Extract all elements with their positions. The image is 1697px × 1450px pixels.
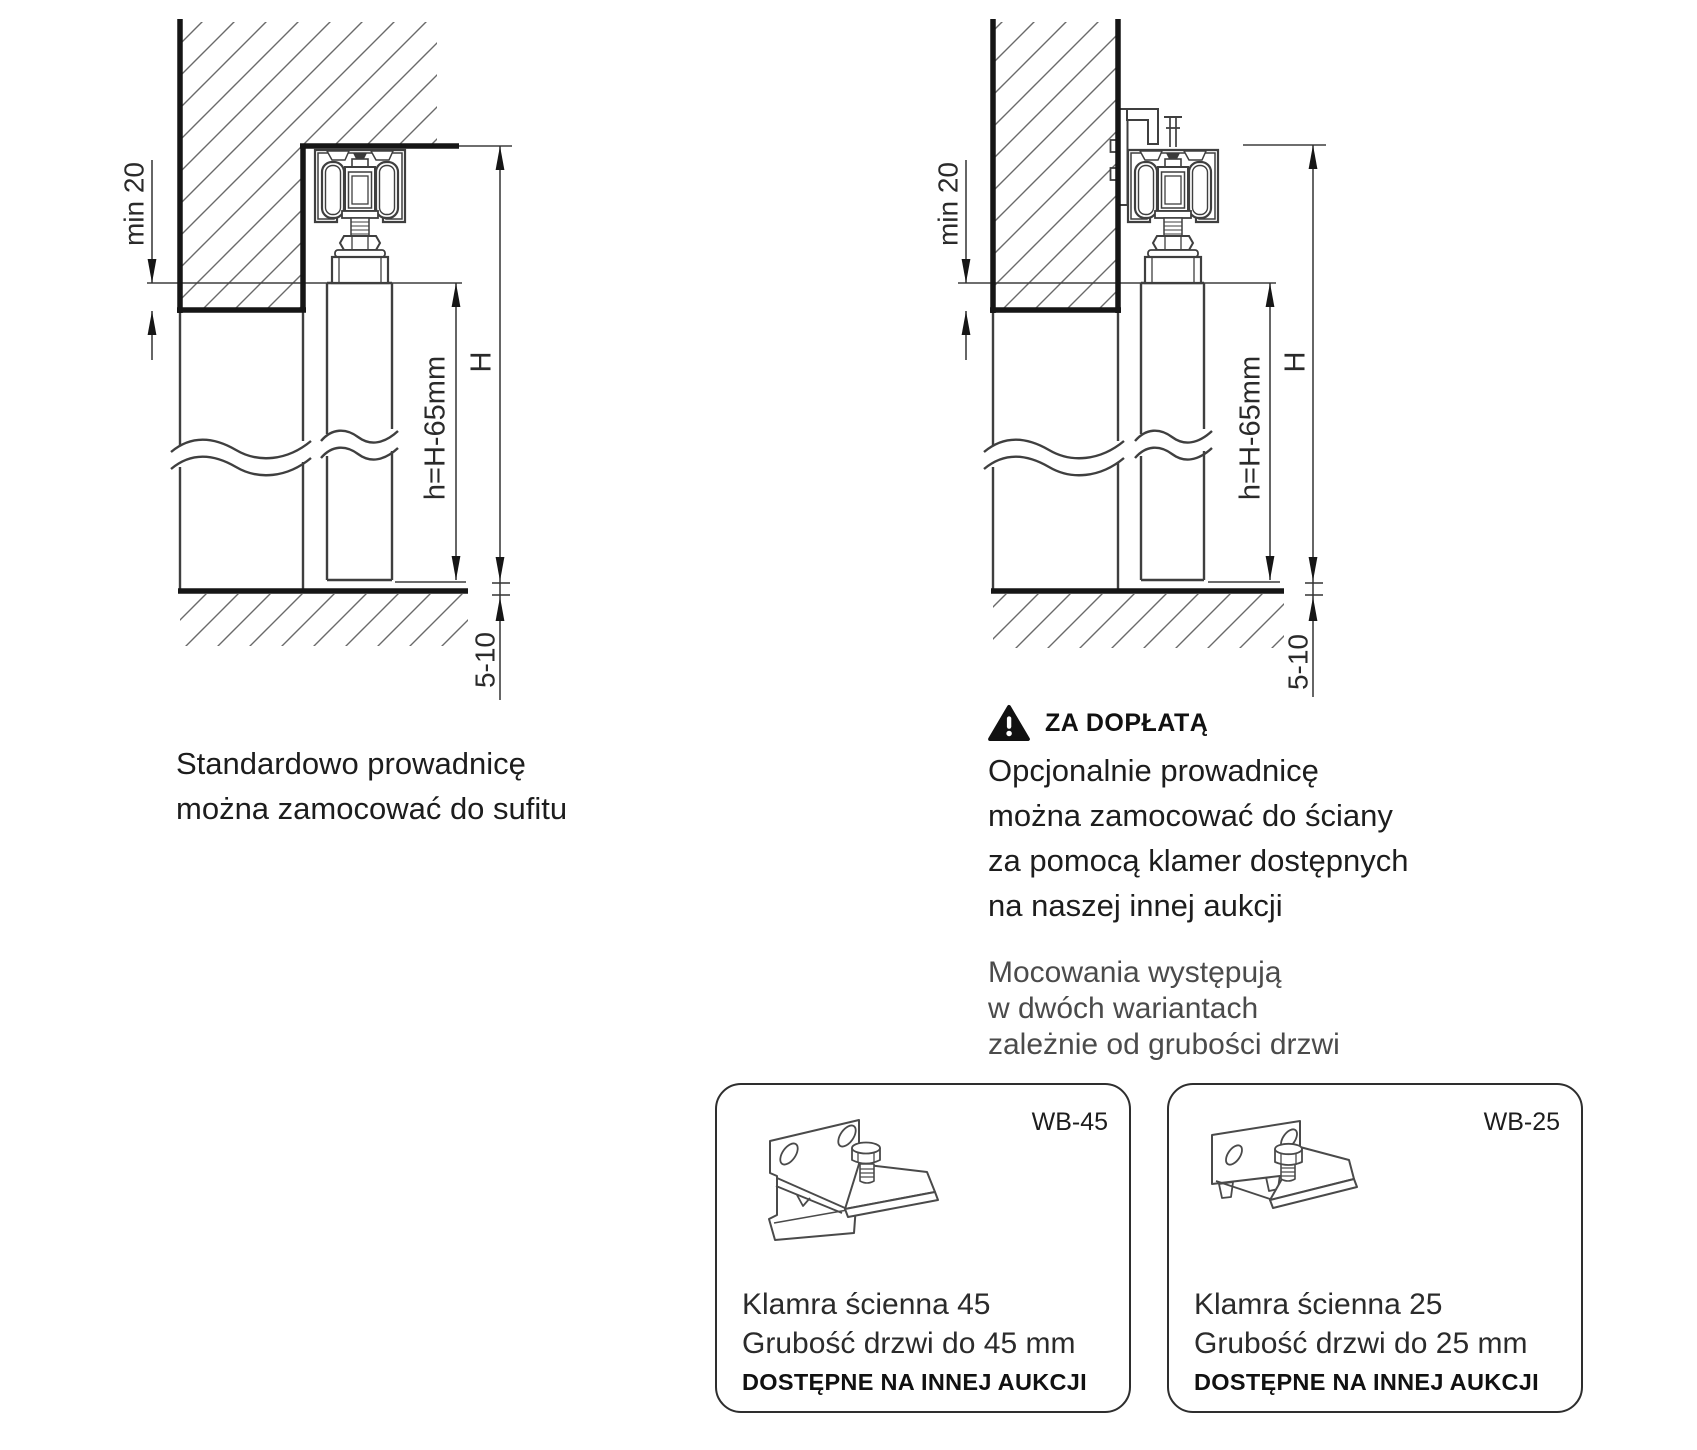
mounting-diagrams xyxy=(0,0,1697,720)
surcharge-label: ZA DOPŁATĄ xyxy=(1045,708,1209,737)
ceiling-mount-diagram xyxy=(118,19,512,700)
bracket-title: Klamra ścienna 25 xyxy=(1194,1288,1443,1321)
description-line: Opcjonalnie prowadnicę xyxy=(988,753,1319,788)
description-line: w dwóch wariantach xyxy=(988,992,1259,1025)
roller-assembly xyxy=(315,150,405,283)
bracket-availability-note: DOSTĘPNE NA INNEJ AUKCJI xyxy=(1194,1369,1539,1395)
dim-label-total-height-right: H xyxy=(1279,351,1312,373)
dim-label-min20-right: min 20 xyxy=(932,161,964,247)
ceiling-mount-caption xyxy=(176,741,567,831)
dimension-total-height-right xyxy=(1280,145,1323,697)
surcharge-row xyxy=(988,703,1408,743)
floor-section-hatch xyxy=(180,594,468,646)
wall-mount-text-block xyxy=(988,703,1408,1063)
dim-label-total-height-left: H xyxy=(465,351,498,373)
description-line: zależnie od grubości drzwi xyxy=(988,1028,1340,1061)
bracket-subtitle: Grubość drzwi do 45 mm xyxy=(742,1327,1076,1360)
dim-label-door-height-right: h=H-65mm xyxy=(1234,355,1267,501)
bracket-code: WB-45 xyxy=(1031,1108,1108,1136)
door-panel xyxy=(321,283,398,580)
dim-label-min20-left: min 20 xyxy=(118,161,150,247)
caption-line: można zamocować do sufitu xyxy=(176,791,568,826)
wall-mount-diagram xyxy=(932,19,1326,697)
wall-mount-description xyxy=(988,748,1408,928)
description-line: można zamocować do ściany xyxy=(988,798,1393,833)
bracket-card-wb45 xyxy=(715,1083,1131,1413)
bracket-availability-note: DOSTĘPNE NA INNEJ AUKCJI xyxy=(742,1369,1087,1395)
dim-label-door-height-left: h=H-65mm xyxy=(419,355,452,501)
dimension-door-height-left xyxy=(420,283,461,580)
dimension-door-height-right xyxy=(1235,283,1275,580)
dim-label-floor-gap-left: 5-10 xyxy=(469,631,501,689)
dim-label-floor-gap-right: 5-10 xyxy=(1282,633,1314,691)
description-line: Mocowania występują xyxy=(988,956,1282,989)
dimension-min20-left xyxy=(118,160,156,360)
roller-assembly xyxy=(1128,150,1218,283)
door-panel xyxy=(1135,283,1212,580)
caption-line: Standardowo prowadnicę xyxy=(176,746,526,781)
bracket-subtitle: Grubość drzwi do 25 mm xyxy=(1194,1327,1528,1360)
wall-section-hatch xyxy=(993,22,1118,310)
description-line: na naszej innej aukcji xyxy=(988,888,1283,923)
bracket-card-wb25 xyxy=(1167,1083,1583,1413)
bracket-code: WB-25 xyxy=(1483,1108,1560,1136)
bracket-title: Klamra ścienna 45 xyxy=(742,1288,991,1321)
dimension-total-height-left xyxy=(466,146,510,700)
description-line: za pomocą klamer dostępnych xyxy=(988,843,1409,878)
floor-section-hatch xyxy=(993,594,1284,648)
variants-description xyxy=(988,955,1408,1063)
warning-triangle-icon xyxy=(988,704,1030,742)
dimension-min20-right xyxy=(932,160,970,360)
